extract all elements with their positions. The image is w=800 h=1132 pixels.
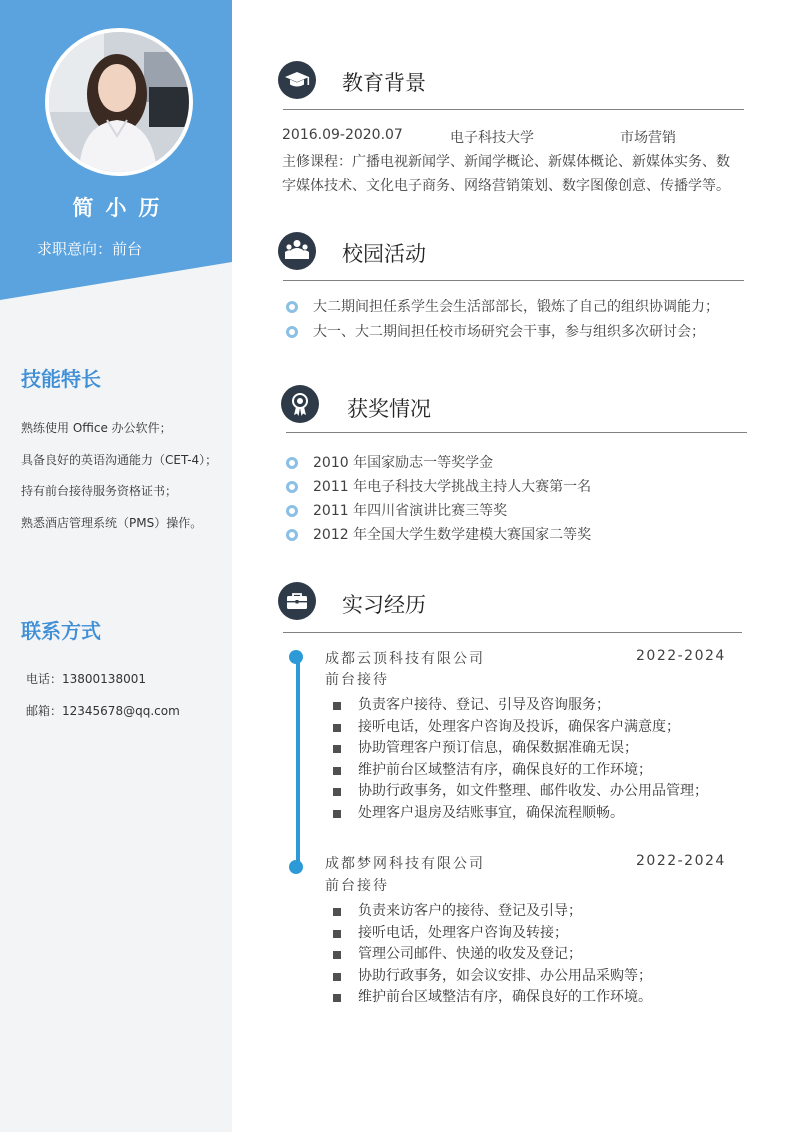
list-item <box>333 717 708 739</box>
avatar-photo <box>49 32 189 172</box>
profile-name: 简小历 <box>72 196 172 220</box>
job-company: 成都梦网科技有限公司 <box>325 856 485 872</box>
activity-text: 大二期间担任系学生会生活部部长，锻炼了自己的组织协调能力； <box>313 299 719 315</box>
list-item <box>333 944 652 966</box>
briefcase-icon <box>278 582 316 620</box>
list-item <box>333 987 652 1009</box>
duty-text: 协助管理客户预订信息，确保数据准确无误； <box>358 740 638 757</box>
skill-item: 具备良好的英语沟通能力（CET-4）； <box>21 452 218 467</box>
education-title: 教育背景 <box>342 71 426 95</box>
divider <box>286 432 747 433</box>
list-item <box>333 966 652 988</box>
award-text: 2010 年国家励志一等奖学金 <box>313 455 494 471</box>
award-text: 2011 年四川省演讲比赛三等奖 <box>313 503 508 519</box>
square-bullet-icon <box>333 702 341 710</box>
people-group-icon <box>278 232 316 270</box>
list-item <box>333 695 708 717</box>
duty-text: 管理公司邮件、快递的收发及登记； <box>358 946 582 963</box>
duty-text: 接听电话，处理客户咨询及转接； <box>358 924 568 941</box>
list-item <box>333 760 708 782</box>
award-text: 2012 年全国大学生数学建模大赛国家二等奖 <box>313 527 592 543</box>
skills-list <box>21 420 217 546</box>
duty-text: 协助行政事务，如会议安排、办公用品采购等； <box>358 967 652 984</box>
award-text: 2011 年电子科技大学挑战主持人大赛第一名 <box>313 479 592 495</box>
square-bullet-icon <box>333 810 341 818</box>
list-item <box>333 803 708 825</box>
duty-text: 负责来访客户的接待、登记及引导； <box>358 903 582 919</box>
ring-bullet-icon <box>286 326 298 338</box>
list-item <box>333 738 708 760</box>
divider <box>283 280 744 281</box>
contact-list <box>26 671 180 734</box>
graduation-cap-icon <box>278 61 316 99</box>
square-bullet-icon <box>333 724 341 732</box>
education-period: 2016.09-2020.07 <box>282 127 403 143</box>
job-role: 前台接待 <box>325 672 389 688</box>
ring-bullet-icon <box>286 301 298 313</box>
ring-bullet-icon <box>286 481 298 493</box>
job-company: 成都云顶科技有限公司 <box>325 651 485 667</box>
duty-text: 协助行政事务，如文件整理、邮件收发、办公用品管理； <box>358 783 708 800</box>
duty-text: 维护前台区域整洁有序，确保良好的工作环境。 <box>358 989 652 1006</box>
square-bullet-icon <box>333 908 341 916</box>
list-item <box>286 476 591 500</box>
duty-text: 接听电话，处理客户咨询及投诉，确保客户满意度； <box>358 718 680 735</box>
contact-email: 邮箱：12345678@qq.com <box>26 703 180 718</box>
duty-text: 维护前台区域整洁有序，确保良好的工作环境； <box>358 761 652 778</box>
skills-title: 技能特长 <box>21 367 101 391</box>
contact-title: 联系方式 <box>21 619 101 643</box>
square-bullet-icon <box>333 951 341 959</box>
list-item <box>286 296 719 321</box>
job-intent: 求职意向：前台 <box>37 240 143 258</box>
list-item <box>286 452 591 476</box>
award-medal-icon <box>281 385 319 423</box>
activities-title: 校园活动 <box>342 242 426 266</box>
activity-text: 大一、大二期间担任校市场研究会干事，参与组织多次研讨会； <box>313 324 705 340</box>
internship-title: 实习经历 <box>342 593 426 617</box>
list-item <box>286 500 591 524</box>
skill-item: 熟悉酒店管理系统（PMS）操作。 <box>21 515 203 530</box>
square-bullet-icon <box>333 767 341 775</box>
job-role: 前台接待 <box>325 878 389 894</box>
ring-bullet-icon <box>286 457 298 469</box>
awards-title: 获奖情况 <box>347 397 431 421</box>
left-sidebar <box>0 0 232 1132</box>
square-bullet-icon <box>333 788 341 796</box>
square-bullet-icon <box>333 994 341 1002</box>
job-period: 2022-2024 <box>636 648 726 664</box>
skill-item: 熟练使用 Office 办公软件； <box>21 421 172 435</box>
ring-bullet-icon <box>286 505 298 517</box>
timeline-dot <box>289 650 303 664</box>
timeline-line <box>296 657 300 867</box>
list-item <box>333 923 652 945</box>
square-bullet-icon <box>333 973 341 981</box>
job-period: 2022-2024 <box>636 853 726 869</box>
list-item <box>333 901 652 923</box>
contact-phone: 电话：13800138001 <box>26 672 146 686</box>
awards-list <box>286 452 591 548</box>
ring-bullet-icon <box>286 529 298 541</box>
education-school: 电子科技大学 <box>450 130 534 146</box>
activities-list <box>286 296 719 346</box>
divider <box>283 109 744 110</box>
list-item <box>286 321 719 346</box>
avatar <box>45 28 193 176</box>
divider <box>283 632 742 633</box>
timeline-dot <box>289 860 303 874</box>
square-bullet-icon <box>333 745 341 753</box>
duty-text: 处理客户退房及结账事宜，确保流程顺畅。 <box>358 804 624 821</box>
education-courses: 主修课程：广播电视新闻学、新闻学概论、新媒体概论、新媒体实务、数字媒体技术、文化电子商务、网络营销策划、数字图像创意、传播学等。 <box>282 154 730 194</box>
square-bullet-icon <box>333 930 341 938</box>
education-major: 市场营销 <box>620 130 676 146</box>
duty-text: 负责客户接待、登记、引导及咨询服务； <box>358 697 610 713</box>
skill-item: 持有前台接待服务资格证书； <box>21 484 178 498</box>
list-item <box>333 781 708 803</box>
duty-list <box>333 695 708 825</box>
list-item <box>286 524 591 548</box>
duty-list <box>333 901 652 1009</box>
profile-header <box>0 0 232 300</box>
